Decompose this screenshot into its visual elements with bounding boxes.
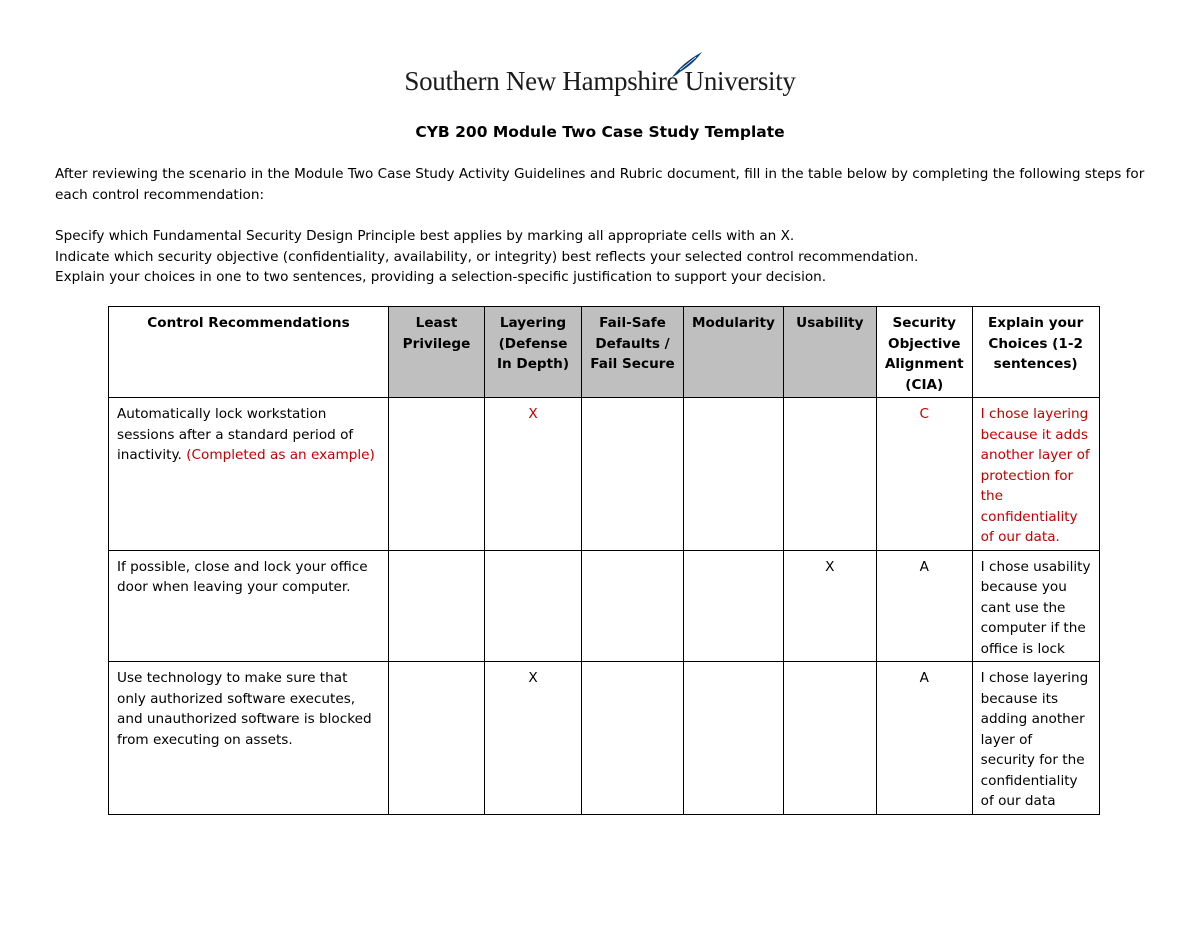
control-cell[interactable] — [109, 398, 389, 551]
least-privilege-cell[interactable] — [389, 398, 485, 551]
cia-cell[interactable]: C — [876, 398, 972, 551]
header-fail-safe: Fail-Safe Defaults / Fail Secure — [582, 307, 684, 398]
university-name: Southern New Hampshire University — [404, 66, 796, 96]
university-logo — [0, 52, 1200, 97]
instruction-step: Explain your choices in one to two sentences, providing a selection-specific justification to support your decision. — [55, 269, 827, 286]
usability-cell[interactable] — [783, 662, 876, 815]
control-text: Automatically lock workstation sessions after a standard period of inactivity. — [117, 406, 354, 463]
header-modularity: Modularity — [684, 307, 784, 398]
least-privilege-cell[interactable] — [389, 662, 485, 815]
fail-safe-cell[interactable] — [582, 550, 684, 662]
feather-quill-icon — [670, 50, 704, 80]
modularity-cell[interactable] — [684, 662, 784, 815]
table-row — [109, 398, 1100, 551]
explain-cell[interactable]: I chose layering because its adding another layer of security for the confidentiality of our data — [972, 662, 1099, 815]
cia-cell[interactable]: A — [876, 550, 972, 662]
header-least-privilege: Least Privilege — [389, 307, 485, 398]
table-row — [109, 550, 1100, 662]
table-header-row — [109, 307, 1100, 398]
usability-cell[interactable]: X — [783, 550, 876, 662]
layering-cell[interactable]: X — [485, 398, 582, 551]
control-recommendations-table — [108, 306, 1100, 815]
layering-cell[interactable]: X — [485, 662, 582, 815]
cia-cell[interactable]: A — [876, 662, 972, 815]
header-usability: Usability — [783, 307, 876, 398]
usability-cell[interactable] — [783, 398, 876, 551]
explain-cell[interactable]: I chose layering because it adds another layer of protection for the confidentiality of our data. — [972, 398, 1099, 551]
table-row — [109, 662, 1100, 815]
fail-safe-cell[interactable] — [582, 398, 684, 551]
instruction-step: Indicate which security objective (confidentiality, availability, or integrity) best reflects your selected control recommendation. — [55, 248, 919, 265]
header-explain-choices: Explain your Choices (1-2 sentences) — [972, 307, 1099, 398]
control-text: If possible, close and lock your office door when leaving your computer. — [117, 558, 368, 595]
document-title: CYB 200 Module Two Case Study Template — [415, 123, 785, 141]
explain-cell[interactable]: I chose usability because you cant use the computer if the office is lock — [972, 550, 1099, 662]
control-cell[interactable] — [109, 662, 389, 815]
instructions-intro: After reviewing the scenario in the Module Two Case Study Activity Guidelines and Rubric document, fill in the table below by completing the following steps for each control recommendation: — [55, 166, 1145, 203]
header-security-objective: Security Objective Alignment (CIA) — [876, 307, 972, 398]
instruction-step: Specify which Fundamental Security Design Principle best applies by marking all appropriate cells with an X. — [55, 228, 795, 244]
instructions-steps — [55, 226, 1150, 288]
modularity-cell[interactable] — [684, 550, 784, 662]
modularity-cell[interactable] — [684, 398, 784, 551]
header-layering: Layering (Defense In Depth) — [485, 307, 582, 398]
fail-safe-cell[interactable] — [582, 662, 684, 815]
example-note: (Completed as an example) — [186, 447, 375, 463]
control-cell[interactable] — [109, 550, 389, 662]
least-privilege-cell[interactable] — [389, 550, 485, 662]
layering-cell[interactable] — [485, 550, 582, 662]
control-text: Use technology to make sure that only authorized software executes, and unauthorized software is blocked from executing on assets. — [117, 670, 372, 748]
header-control-recommendations: Control Recommendations — [109, 307, 389, 398]
